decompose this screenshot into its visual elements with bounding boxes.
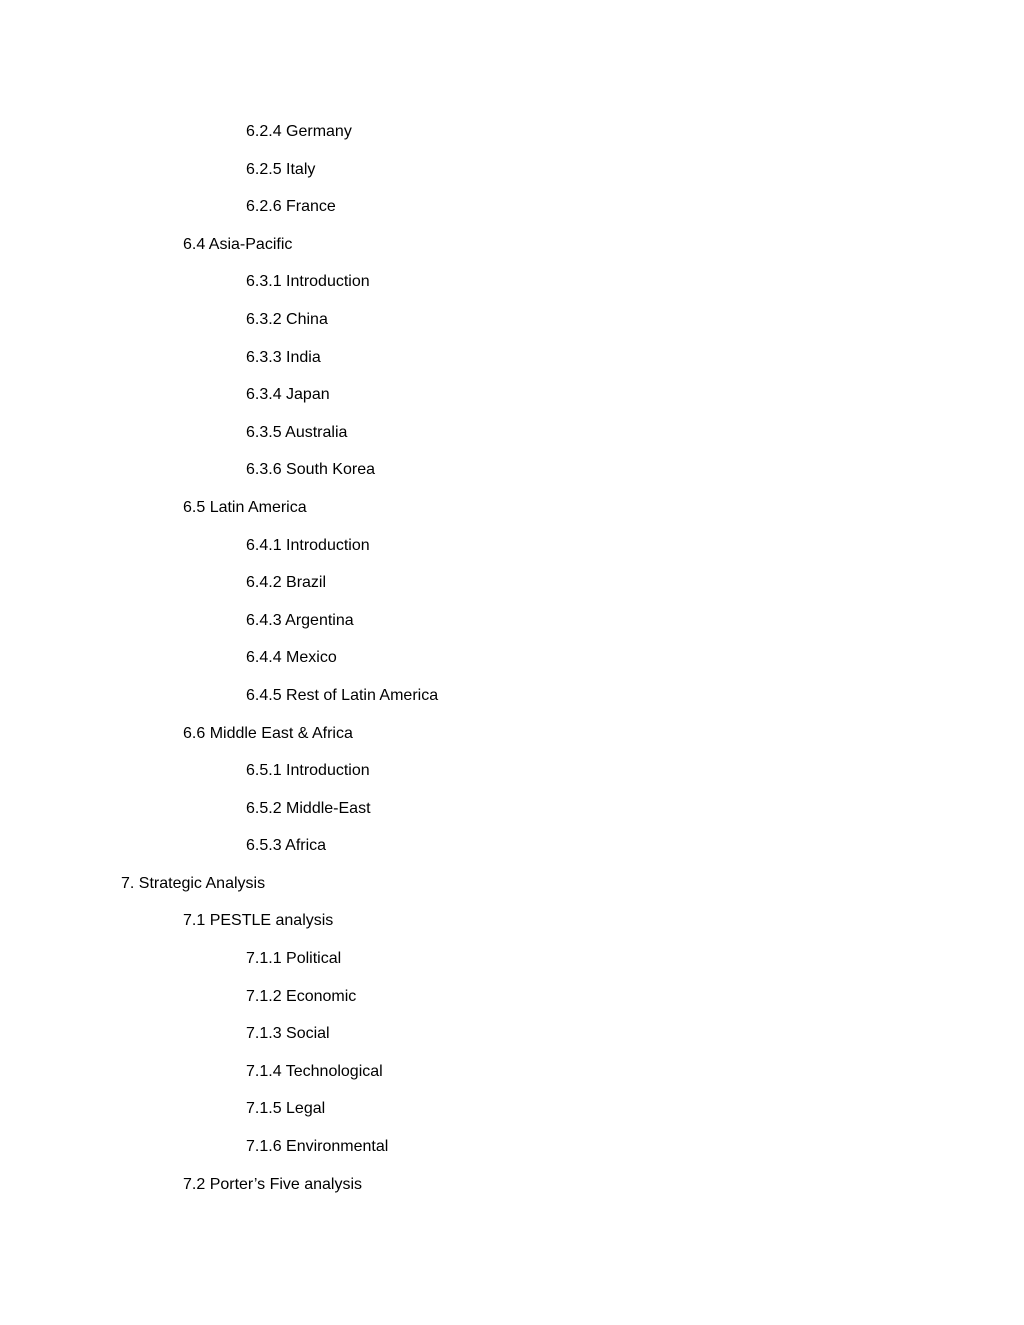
- toc-entry-6-2-5: 6.2.5 Italy: [246, 160, 316, 178]
- toc-entry-7: 7. Strategic Analysis: [121, 874, 266, 892]
- toc-entry-6-3-2: 6.3.2 China: [246, 310, 328, 328]
- toc-entry-6-3-4: 6.3.4 Japan: [246, 386, 330, 404]
- toc-entry-7-1-6: 7.1.6 Environmental: [246, 1138, 389, 1156]
- table-of-contents: [0, 118, 1024, 1208]
- toc-entry-7-1-4: 7.1.4 Technological: [246, 1062, 383, 1080]
- toc-entry-6-4-1: 6.4.1 Introduction: [246, 536, 370, 554]
- toc-entry-6-4: 6.4 Asia-Pacific: [183, 235, 293, 253]
- toc-entry-6-2-4: 6.2.4 Germany: [246, 123, 352, 140]
- toc-entry-6-5-3: 6.5.3 Africa: [246, 837, 327, 855]
- toc-entry-6-5: 6.5 Latin America: [183, 498, 307, 516]
- toc-entry-6-2-6: 6.2.6 France: [246, 198, 336, 216]
- toc-entry-6-4-5: 6.4.5 Rest of Latin America: [246, 686, 439, 704]
- toc-entry-6-6: 6.6 Middle East & Africa: [183, 724, 353, 742]
- toc-entry-6-4-4: 6.4.4 Mexico: [246, 649, 337, 667]
- toc-entry-7-1: 7.1 PESTLE analysis: [183, 912, 334, 930]
- toc-entry-6-3-5: 6.3.5 Australia: [246, 423, 348, 441]
- toc-entry-7-1-3: 7.1.3 Social: [246, 1025, 330, 1043]
- toc-entry-6-3-1: 6.3.1 Introduction: [246, 273, 370, 291]
- toc-entry-6-3-6: 6.3.6 South Korea: [246, 461, 375, 479]
- toc-entry-6-5-2: 6.5.2 Middle-East: [246, 799, 371, 817]
- toc-entry-6-3-3: 6.3.3 India: [246, 348, 321, 366]
- toc-entry-7-1-1: 7.1.1 Political: [246, 950, 342, 968]
- toc-entry-7-1-2: 7.1.2 Economic: [246, 987, 357, 1005]
- toc-entry-6-4-3: 6.4.3 Argentina: [246, 611, 354, 629]
- toc-entry-7-1-5: 7.1.5 Legal: [246, 1100, 326, 1118]
- toc-entry-6-4-2: 6.4.2 Brazil: [246, 574, 327, 592]
- toc-entry-6-5-1: 6.5.1 Introduction: [246, 762, 370, 780]
- toc-entry-7-2: 7.2 Porter’s Five analysis: [183, 1175, 363, 1193]
